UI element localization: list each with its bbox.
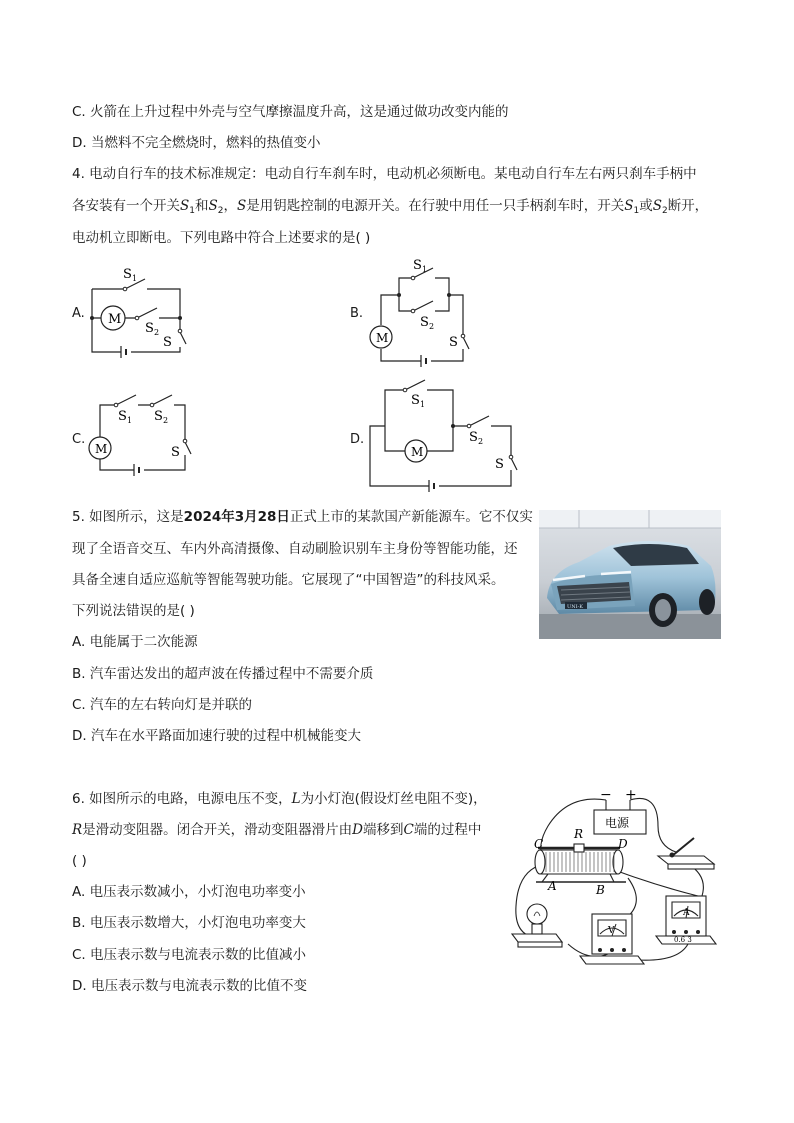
s2-subscript: 2: [163, 416, 169, 425]
q6-option-d: D. 电压表示数与电流表示数的比值不变: [72, 978, 307, 994]
s2-subscript: 2: [429, 322, 435, 331]
q6-stem-line3: ( ): [72, 853, 87, 869]
q6-stem-line2: [72, 820, 481, 840]
text: 各安装有一个开关: [72, 198, 180, 214]
plus-label: +: [625, 787, 637, 803]
q5-stem-line2: 现了全语音交互、车内外高清摄像、自动刷脸识别车主身份等智能功能，还: [72, 541, 518, 557]
subscript: 2: [661, 206, 668, 216]
s2-label: S: [420, 315, 429, 330]
symbol-d: D: [352, 822, 363, 838]
q5-stem-line1: [72, 507, 533, 527]
motor-label: M: [95, 442, 108, 456]
q6-stem-line1: [72, 789, 487, 809]
q5-stem-line4: 下列说法错误的是( ): [72, 603, 195, 619]
s2-label: S: [154, 409, 163, 424]
s2-subscript: 2: [478, 437, 484, 446]
point-c-label: C: [534, 837, 544, 851]
rheostat-r-label: R: [574, 827, 584, 841]
q5-option-d: D. 汽车在水平路面加速行驶的过程中机械能变大: [72, 728, 361, 744]
q4-stem-line2: [72, 196, 708, 221]
s1-subscript: 1: [420, 400, 426, 409]
symbol-s2: S: [652, 198, 662, 214]
q4-option-a-label: A.: [72, 306, 85, 321]
q4-circuit-a: [85, 262, 195, 358]
text: 正式上市的某款国产新能源车。它不仅实: [289, 509, 533, 525]
q4-circuit-d: [365, 378, 525, 500]
s2-subscript: 2: [154, 328, 160, 337]
q4-option-d-label: D.: [350, 432, 365, 447]
q6-option-b: B. 电压表示数增大，小灯泡电功率变大: [72, 915, 306, 931]
minus-label: −: [600, 787, 612, 803]
s-label: S: [449, 335, 458, 350]
s1-label: S: [118, 409, 127, 424]
q4-stem-line1: 4. 电动自行车的技术标准规定：电动自行车刹车时，电动机必须断电。某电动自行车左右两只刹车手柄中: [72, 166, 697, 182]
s1-label: S: [411, 393, 420, 408]
point-b-label: B: [596, 883, 605, 897]
text: 和: [194, 198, 209, 214]
symbol-s1: S: [624, 198, 634, 214]
motor-label: M: [411, 445, 424, 459]
q6-circuit-apparatus: [508, 786, 724, 974]
car-photo: [539, 510, 721, 639]
q3-option-d: D. 当燃料不完全燃烧时，燃料的热值变小: [72, 135, 321, 151]
plate-text: UNI-K: [567, 604, 583, 610]
q5-stem-line3: 具备全速自适应巡航等智能驾驶功能。它展现了“中国智造”的科技风采。: [72, 572, 505, 588]
q4-option-c-label: C.: [72, 432, 86, 447]
text: 是滑动变阻器。闭合开关，滑动变阻器滑片由: [82, 822, 353, 838]
subscript: 1: [189, 206, 195, 216]
text: 端的过程中: [413, 822, 482, 838]
subscript: 2: [217, 206, 224, 216]
motor-label: M: [108, 312, 122, 327]
ammeter-scale: 0.6 3: [674, 936, 692, 944]
s2-label: S: [469, 430, 478, 445]
symbol-s1: S: [180, 198, 190, 214]
symbol-s: S: [236, 198, 247, 214]
s-label: S: [163, 335, 172, 350]
symbol-c: C: [403, 822, 414, 838]
q4-stem-line3: 电动机立即断电。下列电路中符合上述要求的是( ): [72, 230, 371, 246]
launch-date: 2024年3月28日: [183, 509, 290, 525]
text: 6. 如图所示的电路，电源电压不变，: [72, 791, 292, 807]
s2-label: S: [145, 321, 154, 336]
q6-option-c: C. 电压表示数与电流表示数的比值减小: [72, 947, 307, 963]
q3-option-c: C. 火箭在上升过程中外壳与空气摩擦温度升高，这是通过做功改变内能的: [72, 104, 509, 120]
text: 端移到: [363, 822, 404, 838]
symbol-l: L: [291, 791, 301, 807]
q4-circuit-c: [88, 390, 203, 480]
symbol-r: R: [72, 822, 83, 838]
text: 5. 如图所示，这是: [72, 509, 184, 525]
s1-subscript: 1: [132, 274, 138, 283]
text: ，: [223, 198, 237, 214]
q5-option-a: A. 电能属于二次能源: [72, 634, 198, 650]
ammeter-symbol: A: [683, 908, 690, 918]
point-a-label: A: [548, 879, 557, 893]
symbol-s2: S: [208, 198, 218, 214]
power-supply-label: 电源: [605, 816, 630, 830]
q4-option-b-label: B.: [350, 306, 364, 321]
text: 是用钥匙控制的电源开关。在行驶中用任一只手柄刹车时，开关: [246, 198, 625, 214]
s1-subscript: 1: [422, 265, 428, 274]
s-label: S: [495, 457, 504, 472]
s1-label: S: [413, 258, 422, 273]
text: 断开，: [667, 198, 709, 214]
s-label: S: [171, 445, 180, 460]
voltmeter-symbol: V: [608, 926, 615, 936]
q5-option-b: B. 汽车雷达发出的超声波在传播过程中不需要介质: [72, 666, 374, 682]
q5-option-c: C. 汽车的左右转向灯是并联的: [72, 697, 253, 713]
subscript: 1: [633, 206, 640, 216]
text: 为小灯泡(假设灯丝电阻不变)，: [300, 791, 487, 807]
point-d-label: D: [618, 837, 628, 851]
s1-subscript: 1: [127, 416, 133, 425]
q4-circuit-b: [365, 253, 480, 368]
q6-option-a: A. 电压表示数减小，小灯泡电功率变小: [72, 884, 306, 900]
text: 或: [639, 198, 653, 214]
motor-label: M: [376, 331, 389, 345]
s1-label: S: [123, 267, 132, 282]
